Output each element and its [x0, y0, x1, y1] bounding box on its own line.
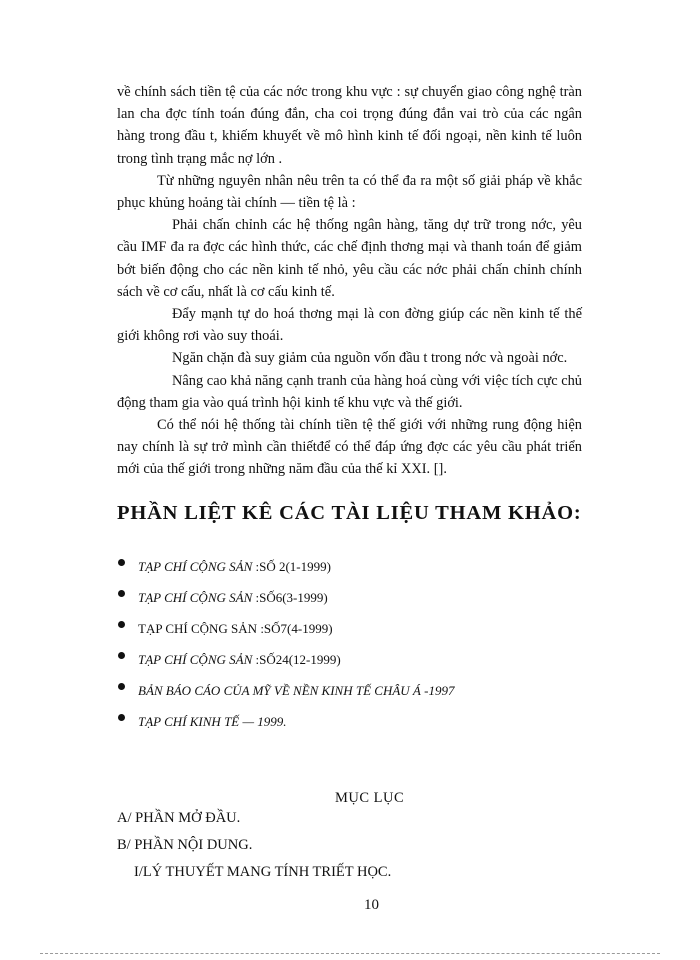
reference-item: [118, 679, 588, 710]
bullet-icon: [118, 683, 125, 690]
bullet-icon: [118, 590, 125, 597]
toc-entry-intro: A/ PHẦN MỞ ĐẦU.: [117, 810, 241, 826]
paragraph-trade-liberalization: Đẩy mạnh tự do hoá thơng mại là con đờng giúp các nền kinh tế thế giới không rơi vào suy thoái.: [117, 306, 582, 345]
reference-issue: :SỐ6(3-1999): [255, 590, 328, 605]
paragraph-capital-decline: Ngăn chặn đà suy giảm của nguồn vốn đầu t trong nớc và ngoài nớc.: [172, 350, 568, 367]
toc-entry-content: B/ PHẦN NỘI DUNG.: [117, 837, 253, 853]
reference-source: TẠP CHÍ CỘNG SẢN: [138, 652, 253, 667]
reference-text: [138, 683, 454, 699]
reference-text: [138, 621, 333, 637]
reference-text: [138, 559, 331, 575]
bullet-icon: [118, 621, 125, 628]
reference-issue: :SỐ 2(1-1999): [255, 559, 331, 574]
reference-source: TẠP CHÍ CỘNG SẢN: [138, 590, 253, 605]
toc-title: MỤC LỤC: [335, 790, 405, 806]
reference-source: TẠP CHÍ KINH TẾ — 1999.: [138, 714, 287, 729]
reference-item: [118, 586, 588, 617]
reference-source: TẠP CHÍ CỘNG SẢN: [138, 621, 258, 636]
reference-item: [118, 648, 588, 679]
reference-item: [118, 555, 588, 586]
paragraph-monetary-policy: về chính sách tiền tệ của các nớc trong khu vực : sự chuyển giao công nghệ tràn lan cha đợc tính toán đúng đắn, cha coi trọng đúng đắn vai trò của các ngân hàng trong đầu t, khiếm khuyết về mô hình kinh tế đối ngoại, nền kinh tế luôn trong tình trạng mắc nợ lớn .: [117, 84, 582, 167]
reference-text: [138, 652, 341, 668]
reference-issue: :SỐ7(4-1999): [260, 621, 333, 636]
references-heading: PHẦN LIỆT KÊ CÁC TÀI LIỆU THAM KHẢO:: [117, 502, 582, 524]
references-list: [118, 555, 588, 741]
reference-item: [118, 710, 588, 741]
reference-issue: :SỐ24(12-1999): [255, 652, 341, 667]
reference-text: [138, 590, 328, 606]
page-bottom-divider: [40, 953, 660, 954]
bullet-icon: [118, 714, 125, 721]
reference-text: [138, 714, 287, 730]
reference-item: [118, 617, 588, 648]
toc-entry-philosophy: I/LÝ THUYẾT MANG TÍNH TRIẾT HỌC.: [134, 864, 392, 880]
paragraph-solutions-intro: Từ những nguyên nhân nêu trên ta có thể đa ra một số giải pháp về khắc phục khủng hoảng tài chính — tiền tệ là :: [117, 172, 582, 212]
paragraph-conclusion: Có thể nói hệ thống tài chính tiền tệ thế giới với những rung động hiện nay chính là sự trở mình cần thiếtđể có thể đáp ứng đợc các yêu cầu phát triển mới của thế giới trong những năm đầu của thế kỉ XXI. [].: [117, 417, 582, 478]
reference-source: TẠP CHÍ CỘNG SẢN: [138, 559, 253, 574]
bullet-icon: [118, 559, 125, 566]
paragraph-banking-reform: Phải chấn chỉnh các hệ thống ngân hàng, tăng dự trữ trong nớc, yêu cầu IMF đa ra đợc các hình thức, các chế định thơng mại và thanh toán để giảm bớt biến động cho các nền kinh tế nhỏ, yêu cầu các nớc phải chấn chỉnh chính sách về cơ cấu, nhất là cơ cấu kinh tế.: [117, 217, 582, 300]
page-number: 10: [364, 897, 379, 913]
paragraph-competitiveness: Nâng cao khả năng cạnh tranh của hàng hoá cùng với việc tích cực chủ động tham gia vào quá trình hội kinh tế khu vực và thế giới.: [117, 372, 582, 411]
reference-source: BẢN BÁO CÁO CỦA MỸ VỀ NỀN KINH TẾ CHÂU Á -1997: [138, 683, 455, 698]
body-text: [117, 81, 582, 481]
bullet-icon: [118, 652, 125, 659]
